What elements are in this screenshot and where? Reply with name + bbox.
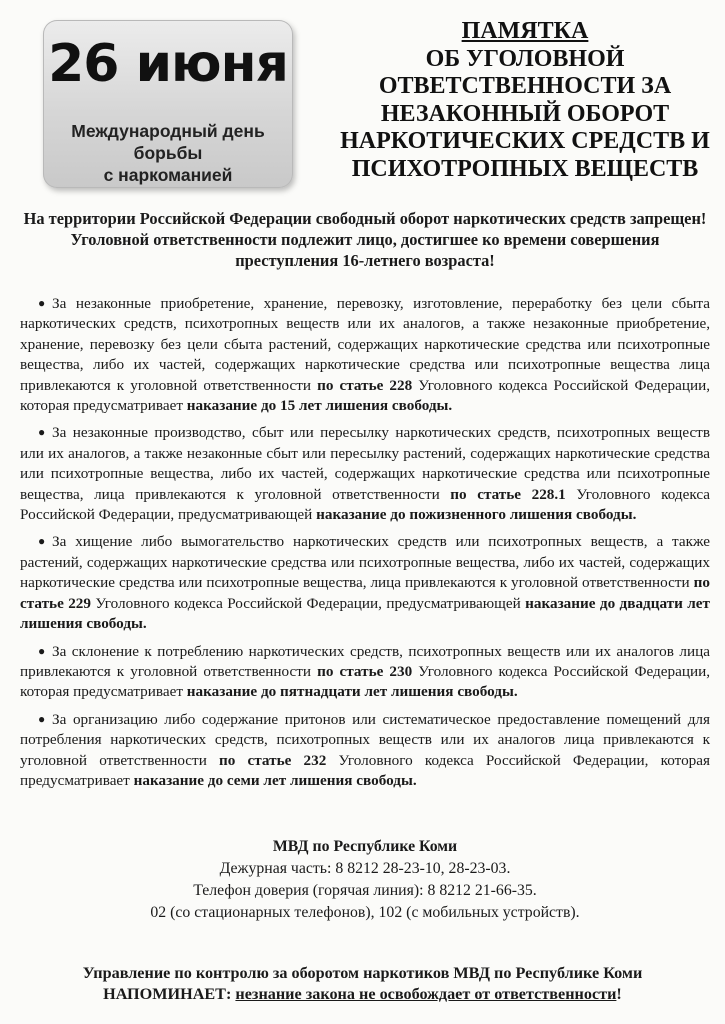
item-penalty: наказание до семи лет лишения свободы. [133,771,417,789]
memo-title [340,18,710,183]
bullet-icon: ● [38,643,46,658]
memo-title-line2: ОБ УГОЛОВНОЙ [425,45,625,72]
contacts-org: МВД по Республике Коми [272,838,458,855]
item-article: по статье 230 [317,662,413,680]
item-text: За организацию либо содержание притонов или систематическое предоставление помещений для потребления наркотических средств, психотропных веществ или их аналогов лица привлекаются к уголовной ответственности [20,710,710,769]
footer-prefix: НАПОМИНАЕТ: [103,985,236,1003]
contacts-hotline: Телефон доверия (горячая линия): 8 8212 21-66-35. [193,882,537,899]
memo-title-line6: ПСИХОТРОПНЫХ ВЕЩЕСТВ [351,155,699,182]
item-penalty: наказание до двадцати лет лишения свободы. [20,594,710,633]
item-article: по статье 228.1 [450,485,566,503]
item-text: Уголовного кодекса Российской Федерации, которая предусматривает [20,376,710,415]
contacts-emergency: 02 (со стационарных телефонов), 102 (с мобильных устройств). [150,904,580,921]
item-article: по статье 229 [20,574,710,612]
item-text: За склонение к потреблению наркотических средств, психотропных веществ или их аналогов лица привлекаются к уголовной ответственности [20,642,710,680]
bullet-icon: ● [38,711,46,726]
memo-title-line3: ОТВЕТСТВЕННОСТИ ЗА [378,73,672,99]
item-text: За незаконные приобретение, хранение, перевозку, изготовление, переработку без цели сбыта наркотических средств, психотропных веществ или их аналогов, а также незаконные приобретение, хранение, перевозку без цели сбыта растений, содержащих наркотические средства или психотропные вещества, либо их частей, содержащих наркотические средства или психотропные вещества лица привлекаются к уголовной ответственности [20,295,710,394]
footer-line1: Управление по контролю за оборотом наркотиков МВД по Республике Коми [82,964,643,982]
article-item [20,531,710,634]
badge-subtitle-line1: Международный день борьбы [71,121,265,163]
footer-reminder [10,963,715,1005]
article-item [20,293,710,416]
badge-date: 26 июня [48,34,288,94]
memo-title-line1: ПАМЯТКА [461,18,589,44]
item-text: Уголовного кодекса Российской Федерации, предусматривающей [20,485,710,524]
contacts [20,836,710,924]
article-list [20,293,710,797]
bullet-icon: ● [38,534,46,549]
item-text: За незаконные производство, сбыт или пересылку наркотических средств, психотропных веществ или их аналогов, а также незаконные сбыт или пересылку растений, содержащих наркотические средства или психотропные вещества, либо их частей, содержащих наркотические средства или психотропные вещества, лица привлекаются к уголовной ответственности [20,424,710,503]
item-article: по статье 228 [317,376,413,394]
item-text: Уголовного кодекса Российской Федерации, которая предусматривает [20,751,710,789]
item-text: Уголовного кодекса Российской Федерации, предусматривающей [91,594,526,612]
memo-title-line5: НАРКОТИЧЕСКИХ СРЕДСТВ И [340,128,710,154]
bullet-icon: ● [38,296,46,310]
article-item [20,422,710,525]
footer-underlined: незнание закона не освобождает от ответственности [235,985,617,1003]
article-item [20,641,710,703]
contacts-duty: Дежурная часть: 8 8212 28-23-10, 28-23-03. [219,860,511,877]
date-badge [43,20,293,188]
article-item [20,709,710,792]
badge-subtitle [43,120,293,186]
headline-line2: Уголовной ответственности подлежит лицо, достигшее ко времени совершения преступления 16-летнего возраста! [70,230,660,270]
item-text: За хищение либо вымогательство наркотических средств или психотропных веществ, а также растений, содержащих наркотические средства или психотропные вещества, либо их частей, содержащих наркотические средства или психотропные вещества, лица привлекаются к уголовной ответственности [20,533,710,592]
item-article: по статье 232 [219,751,327,769]
item-penalty: наказание до 15 лет лишения свободы. [186,397,453,415]
item-penalty: наказание до пятнадцати лет лишения свободы. [186,683,518,701]
item-text: Уголовного кодекса Российской Федерации, которая предусматривает [20,662,710,701]
footer-line2 [10,984,715,1005]
memo-title-line4: НЕЗАКОННЫЙ ОБОРОТ [380,100,670,127]
headline-line1: На территории Российской Федерации свободный оборот наркотических средств запрещен! [23,209,707,228]
headline [20,208,710,271]
bullet-icon: ● [38,425,46,440]
footer-suffix: ! [616,985,622,1003]
item-penalty: наказание до пожизненного лишения свободы. [316,506,637,524]
badge-subtitle-line2: с наркоманией [103,165,233,185]
